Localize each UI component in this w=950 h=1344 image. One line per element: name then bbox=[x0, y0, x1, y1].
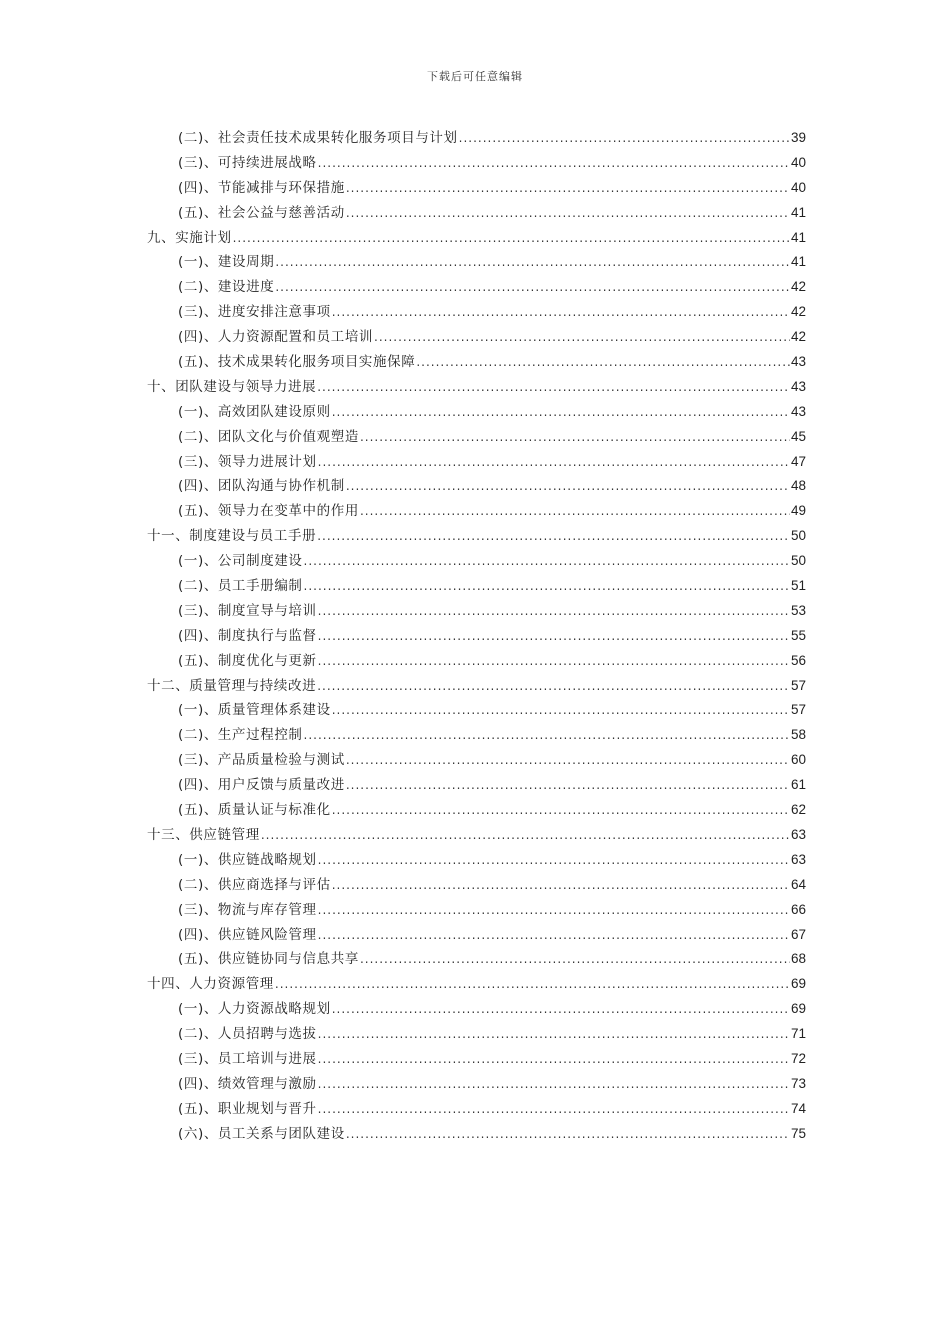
toc-dot-leader bbox=[318, 1022, 790, 1047]
toc-entry-title: (三)、员工培训与进展 bbox=[178, 1050, 317, 1067]
toc-entry-title: (一)、建设周期 bbox=[178, 254, 275, 271]
page-header: 下载后可任意编辑 bbox=[427, 70, 523, 83]
toc-entry-page-number: 56 bbox=[790, 652, 806, 668]
toc-entry-page-number: 73 bbox=[790, 1075, 806, 1091]
toc-dot-leader bbox=[318, 599, 790, 624]
toc-entry-page-number: 42 bbox=[790, 329, 806, 345]
toc-dot-leader bbox=[332, 997, 790, 1022]
toc-entry-title: (五)、制度优化与更新 bbox=[178, 652, 317, 669]
toc-entry[interactable] bbox=[147, 674, 806, 699]
toc-entry-page-number: 64 bbox=[790, 876, 806, 892]
toc-entry[interactable] bbox=[147, 524, 806, 549]
toc-dot-leader bbox=[459, 126, 790, 151]
toc-entry[interactable] bbox=[147, 947, 806, 972]
toc-entry-page-number: 57 bbox=[790, 702, 806, 718]
toc-entry-title: (一)、公司制度建设 bbox=[178, 553, 303, 570]
toc-entry-page-number: 62 bbox=[790, 802, 806, 818]
toc-entry-title: (三)、领导力进展计划 bbox=[178, 453, 317, 470]
toc-entry-title: 十一、制度建设与员工手册 bbox=[147, 528, 317, 545]
toc-entry-title: (二)、建设进度 bbox=[178, 279, 275, 296]
toc-entry-title: (三)、制度宣导与培训 bbox=[178, 602, 317, 619]
toc-entry-title: 十二、质量管理与持续改进 bbox=[147, 677, 317, 694]
toc-dot-leader bbox=[332, 873, 790, 898]
toc-entry[interactable] bbox=[147, 1047, 806, 1072]
toc-dot-leader bbox=[317, 375, 790, 400]
toc-entry-title: (二)、团队文化与价值观塑造 bbox=[178, 428, 359, 445]
toc-entry-page-number: 71 bbox=[790, 1026, 806, 1042]
toc-entry-title: (三)、产品质量检验与测试 bbox=[178, 752, 345, 769]
toc-dot-leader bbox=[318, 898, 790, 923]
toc-entry[interactable] bbox=[147, 773, 806, 798]
toc-entry-page-number: 57 bbox=[790, 677, 806, 693]
toc-entry-title: (五)、领导力在变革中的作用 bbox=[178, 503, 359, 520]
toc-entry[interactable] bbox=[147, 549, 806, 574]
toc-entry-title: (五)、技术成果转化服务项目实施保障 bbox=[178, 354, 416, 371]
toc-entry-page-number: 43 bbox=[790, 354, 806, 370]
toc-dot-leader bbox=[317, 674, 790, 699]
toc-entry-page-number: 63 bbox=[790, 851, 806, 867]
toc-entry-page-number: 39 bbox=[790, 130, 806, 145]
toc-dot-leader bbox=[360, 947, 790, 972]
toc-entry-page-number: 50 bbox=[790, 528, 806, 544]
toc-dot-leader bbox=[318, 450, 790, 475]
toc-entry-page-number: 69 bbox=[790, 1001, 806, 1017]
toc-entry-page-number: 51 bbox=[790, 578, 806, 594]
toc-entry[interactable] bbox=[147, 499, 806, 524]
toc-entry-page-number: 40 bbox=[790, 179, 806, 195]
toc-entry-page-number: 43 bbox=[790, 403, 806, 419]
toc-entry-page-number: 40 bbox=[790, 154, 806, 170]
toc-entry-page-number: 45 bbox=[790, 428, 806, 444]
toc-dot-leader bbox=[346, 1122, 790, 1147]
toc-dot-leader bbox=[275, 250, 790, 275]
toc-dot-leader bbox=[318, 848, 790, 873]
toc-entry[interactable] bbox=[147, 474, 806, 499]
toc-entry[interactable] bbox=[147, 226, 806, 251]
toc-dot-leader bbox=[318, 923, 790, 948]
toc-dot-leader bbox=[346, 201, 790, 226]
toc-entry[interactable] bbox=[147, 300, 806, 325]
toc-entry[interactable] bbox=[147, 898, 806, 923]
toc-entry[interactable] bbox=[147, 698, 806, 723]
toc-entry[interactable] bbox=[147, 350, 806, 375]
toc-dot-leader bbox=[346, 773, 790, 798]
toc-entry-title: (四)、节能减排与环保措施 bbox=[178, 179, 345, 196]
toc-entry[interactable] bbox=[147, 201, 806, 226]
toc-entry[interactable] bbox=[147, 126, 806, 151]
toc-entry-title: (三)、物流与库存管理 bbox=[178, 901, 317, 918]
toc-entry[interactable] bbox=[147, 923, 806, 948]
toc-entry-page-number: 63 bbox=[790, 826, 806, 842]
toc-entry-title: (四)、人力资源配置和员工培训 bbox=[178, 329, 374, 346]
toc-entry-page-number: 47 bbox=[790, 453, 806, 469]
toc-entry[interactable] bbox=[147, 1022, 806, 1047]
toc-entry[interactable] bbox=[147, 400, 806, 425]
toc-dot-leader bbox=[275, 275, 790, 300]
toc-entry-page-number: 41 bbox=[790, 229, 806, 245]
toc-entry[interactable] bbox=[147, 798, 806, 823]
toc-entry-title: (二)、社会责任技术成果转化服务项目与计划 bbox=[178, 130, 458, 146]
toc-entry[interactable] bbox=[147, 325, 806, 350]
toc-entry-title: (三)、进度安排注意事项 bbox=[178, 304, 331, 321]
toc-entry-title: 十、团队建设与领导力进展 bbox=[147, 378, 317, 395]
toc-entry[interactable] bbox=[147, 848, 806, 873]
toc-entry[interactable] bbox=[147, 649, 806, 674]
toc-entry-page-number: 75 bbox=[790, 1125, 806, 1141]
toc-entry-title: (五)、质量认证与标准化 bbox=[178, 802, 331, 819]
toc-entry-title: (五)、职业规划与晋升 bbox=[178, 1100, 317, 1117]
toc-entry-title: 十四、人力资源管理 bbox=[147, 976, 274, 993]
toc-entry[interactable] bbox=[147, 748, 806, 773]
toc-entry-page-number: 69 bbox=[790, 976, 806, 992]
toc-entry[interactable] bbox=[147, 624, 806, 649]
toc-entry-page-number: 72 bbox=[790, 1050, 806, 1066]
toc-entry-page-number: 58 bbox=[790, 727, 806, 743]
toc-entry-page-number: 67 bbox=[790, 926, 806, 942]
toc-dot-leader bbox=[317, 524, 790, 549]
toc-entry[interactable] bbox=[147, 250, 806, 275]
toc-entry-title: (六)、员工关系与团队建设 bbox=[178, 1125, 345, 1142]
toc-dot-leader bbox=[360, 499, 790, 524]
toc-entry[interactable] bbox=[147, 972, 806, 997]
toc-entry-title: (四)、制度执行与监督 bbox=[178, 627, 317, 644]
toc-entry[interactable] bbox=[147, 176, 806, 201]
toc-entry-page-number: 42 bbox=[790, 304, 806, 320]
toc-entry-title: 十三、供应链管理 bbox=[147, 826, 260, 843]
toc-entry-title: (三)、可持续进展战略 bbox=[178, 154, 317, 171]
toc-dot-leader bbox=[304, 574, 790, 599]
toc-entry-title: (二)、生产过程控制 bbox=[178, 727, 303, 744]
toc-entry-page-number: 68 bbox=[790, 951, 806, 967]
toc-entry-page-number: 74 bbox=[790, 1100, 806, 1116]
toc-entry[interactable] bbox=[147, 1122, 806, 1147]
toc-entry-page-number: 55 bbox=[790, 627, 806, 643]
toc-entry[interactable] bbox=[147, 425, 806, 450]
toc-dot-leader bbox=[304, 549, 790, 574]
toc-entry[interactable] bbox=[147, 151, 806, 176]
toc-entry[interactable] bbox=[147, 1097, 806, 1122]
toc-dot-leader bbox=[318, 1047, 790, 1072]
toc-entry-title: (四)、用户反馈与质量改进 bbox=[178, 777, 345, 794]
toc-dot-leader bbox=[374, 325, 790, 350]
toc-dot-leader bbox=[233, 226, 790, 251]
toc-entry-title: (一)、供应链战略规划 bbox=[178, 851, 317, 868]
toc-entry[interactable] bbox=[147, 1072, 806, 1097]
toc-dot-leader bbox=[332, 798, 790, 823]
toc-entry[interactable] bbox=[147, 997, 806, 1022]
toc-entry-title: (一)、质量管理体系建设 bbox=[178, 702, 331, 719]
toc-entry-title: (二)、人员招聘与选拔 bbox=[178, 1026, 317, 1043]
toc-entry[interactable] bbox=[147, 599, 806, 624]
toc-entry-page-number: 42 bbox=[790, 279, 806, 295]
toc-entry[interactable] bbox=[147, 450, 806, 475]
toc-entry-title: (二)、供应商选择与评估 bbox=[178, 876, 331, 893]
toc-dot-leader bbox=[318, 624, 790, 649]
toc-entry-title: (一)、高效团队建设原则 bbox=[178, 403, 331, 420]
toc-entry-title: 九、实施计划 bbox=[147, 229, 232, 246]
toc-dot-leader bbox=[346, 176, 790, 201]
toc-entry-page-number: 48 bbox=[790, 478, 806, 494]
toc-entry[interactable] bbox=[147, 873, 806, 898]
toc-entry[interactable] bbox=[147, 375, 806, 400]
toc-entry[interactable] bbox=[147, 723, 806, 748]
toc-entry[interactable] bbox=[147, 823, 806, 848]
toc-dot-leader bbox=[318, 1072, 790, 1097]
toc-entry-page-number: 60 bbox=[790, 752, 806, 768]
toc-entry-title: (四)、供应链风险管理 bbox=[178, 926, 317, 943]
toc-entry-page-number: 49 bbox=[790, 503, 806, 519]
toc-dot-leader bbox=[318, 649, 790, 674]
toc-dot-leader bbox=[318, 1097, 790, 1122]
toc-dot-leader bbox=[416, 350, 790, 375]
toc-entry-page-number: 61 bbox=[790, 777, 806, 793]
toc-dot-leader bbox=[318, 151, 790, 176]
toc-dot-leader bbox=[332, 400, 790, 425]
toc-dot-leader bbox=[261, 823, 790, 848]
toc-dot-leader bbox=[332, 698, 790, 723]
toc-entry-title: (四)、团队沟通与协作机制 bbox=[178, 478, 345, 495]
toc-entry-title: (一)、人力资源战略规划 bbox=[178, 1001, 331, 1018]
toc-dot-leader bbox=[304, 723, 790, 748]
toc-entry-page-number: 43 bbox=[790, 378, 806, 394]
toc-entry-page-number: 50 bbox=[790, 553, 806, 569]
toc-dot-leader bbox=[332, 300, 790, 325]
table-of-contents bbox=[147, 126, 806, 1147]
toc-entry[interactable] bbox=[147, 574, 806, 599]
toc-entry-page-number: 41 bbox=[790, 204, 806, 220]
toc-entry-page-number: 53 bbox=[790, 602, 806, 618]
toc-entry-title: (五)、社会公益与慈善活动 bbox=[178, 204, 345, 221]
toc-entry-title: (四)、绩效管理与激励 bbox=[178, 1075, 317, 1092]
toc-entry-page-number: 41 bbox=[790, 254, 806, 270]
toc-dot-leader bbox=[360, 425, 790, 450]
toc-dot-leader bbox=[346, 748, 790, 773]
toc-entry-title: (五)、供应链协同与信息共享 bbox=[178, 951, 359, 968]
toc-entry-title: (二)、员工手册编制 bbox=[178, 578, 303, 595]
toc-entry[interactable] bbox=[147, 275, 806, 300]
toc-dot-leader bbox=[275, 972, 790, 997]
toc-entry-page-number: 66 bbox=[790, 901, 806, 917]
toc-dot-leader bbox=[346, 474, 790, 499]
